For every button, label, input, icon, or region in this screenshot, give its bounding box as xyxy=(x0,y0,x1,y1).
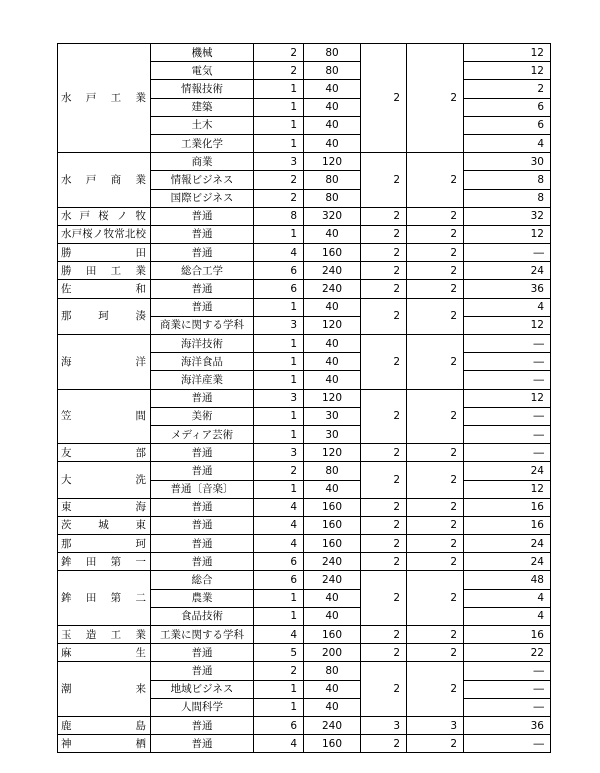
class-count-cell: 2 xyxy=(254,44,304,62)
table-row xyxy=(58,498,551,516)
capacity-cell: 80 xyxy=(304,462,361,480)
capacity-cell: 40 xyxy=(304,680,361,698)
value-cell: 2 xyxy=(407,298,464,334)
class-count-cell: 1 xyxy=(254,353,304,371)
value-cell: 2 xyxy=(361,244,407,262)
capacity-cell: 80 xyxy=(304,189,361,207)
course-name-cell: 食品技術 xyxy=(151,607,254,625)
capacity-cell: 40 xyxy=(304,116,361,134)
capacity-cell: 240 xyxy=(304,553,361,571)
class-count-cell: 1 xyxy=(254,480,304,498)
class-count-cell: 2 xyxy=(254,662,304,680)
class-count-cell: 1 xyxy=(254,607,304,625)
course-name-cell: 機械 xyxy=(151,44,254,62)
value-cell: 2 xyxy=(407,389,464,444)
table-row xyxy=(58,280,551,298)
class-count-cell: 1 xyxy=(254,298,304,316)
table-row xyxy=(58,444,551,462)
capacity-cell: 120 xyxy=(304,389,361,407)
quota-cell: 4 xyxy=(464,134,551,152)
course-name-cell: 普通 xyxy=(151,735,254,753)
value-cell: 2 xyxy=(407,44,464,153)
course-name-cell: 情報ビジネス xyxy=(151,171,254,189)
class-count-cell: 6 xyxy=(254,262,304,280)
school-name-cell: 東海 xyxy=(58,498,151,516)
class-count-cell: 3 xyxy=(254,316,304,334)
capacity-cell: 80 xyxy=(304,62,361,80)
value-cell: 3 xyxy=(361,716,407,734)
quota-cell: 8 xyxy=(464,189,551,207)
quota-cell: 32 xyxy=(464,207,551,225)
course-name-cell: 普通〔音楽〕 xyxy=(151,480,254,498)
course-name-cell: 普通 xyxy=(151,207,254,225)
quota-cell: 6 xyxy=(464,116,551,134)
value-cell: 2 xyxy=(407,244,464,262)
course-name-cell: 電気 xyxy=(151,62,254,80)
class-count-cell: 1 xyxy=(254,80,304,98)
table-row xyxy=(58,735,551,753)
course-name-cell: 海洋産業 xyxy=(151,371,254,389)
value-cell: 2 xyxy=(407,516,464,534)
table-row xyxy=(58,298,551,316)
class-count-cell: 3 xyxy=(254,444,304,462)
quota-cell: ― xyxy=(464,407,551,425)
value-cell: 2 xyxy=(407,553,464,571)
capacity-cell: 160 xyxy=(304,626,361,644)
capacity-cell: 160 xyxy=(304,516,361,534)
course-name-cell: 情報技術 xyxy=(151,80,254,98)
quota-cell: 4 xyxy=(464,607,551,625)
class-count-cell: 2 xyxy=(254,171,304,189)
class-count-cell: 4 xyxy=(254,516,304,534)
school-name-cell: 水戸桜ノ牧常北校 xyxy=(58,225,151,243)
value-cell: 2 xyxy=(407,626,464,644)
value-cell: 2 xyxy=(407,207,464,225)
class-count-cell: 6 xyxy=(254,571,304,589)
course-name-cell: 普通 xyxy=(151,516,254,534)
capacity-cell: 40 xyxy=(304,371,361,389)
value-cell: 2 xyxy=(361,498,407,516)
class-count-cell: 4 xyxy=(254,735,304,753)
class-count-cell: 4 xyxy=(254,244,304,262)
capacity-cell: 80 xyxy=(304,662,361,680)
class-count-cell: 6 xyxy=(254,716,304,734)
value-cell: 2 xyxy=(361,553,407,571)
course-name-cell: 普通 xyxy=(151,662,254,680)
capacity-cell: 240 xyxy=(304,716,361,734)
quota-cell: 22 xyxy=(464,644,551,662)
school-name-cell: 神栖 xyxy=(58,735,151,753)
value-cell: 2 xyxy=(361,735,407,753)
school-name-cell: 潮来 xyxy=(58,662,151,717)
class-count-cell: 6 xyxy=(254,280,304,298)
school-name-cell: 玉造工業 xyxy=(58,626,151,644)
quota-cell: 16 xyxy=(464,498,551,516)
value-cell: 2 xyxy=(361,335,407,390)
quota-cell: 24 xyxy=(464,262,551,280)
class-count-cell: 4 xyxy=(254,626,304,644)
quota-cell: 12 xyxy=(464,225,551,243)
capacity-cell: 120 xyxy=(304,444,361,462)
quota-cell: ― xyxy=(464,698,551,716)
course-name-cell: 農業 xyxy=(151,589,254,607)
value-cell: 2 xyxy=(361,644,407,662)
class-count-cell: 3 xyxy=(254,389,304,407)
capacity-cell: 40 xyxy=(304,335,361,353)
value-cell: 2 xyxy=(361,444,407,462)
table-row xyxy=(58,716,551,734)
quota-cell: 12 xyxy=(464,389,551,407)
course-name-cell: 普通 xyxy=(151,280,254,298)
capacity-cell: 40 xyxy=(304,80,361,98)
table-row xyxy=(58,516,551,534)
course-name-cell: 美術 xyxy=(151,407,254,425)
quota-cell: ― xyxy=(464,244,551,262)
value-cell: 2 xyxy=(361,535,407,553)
value-cell: 2 xyxy=(361,389,407,444)
school-name-cell: 麻生 xyxy=(58,644,151,662)
class-count-cell: 1 xyxy=(254,134,304,152)
course-name-cell: 海洋食品 xyxy=(151,353,254,371)
quota-cell: ― xyxy=(464,425,551,443)
course-name-cell: 国際ビジネス xyxy=(151,189,254,207)
quota-cell: 4 xyxy=(464,589,551,607)
value-cell: 2 xyxy=(361,153,407,208)
table-row xyxy=(58,462,551,480)
class-count-cell: 5 xyxy=(254,644,304,662)
school-name-cell: 茨城東 xyxy=(58,516,151,534)
course-name-cell: 海洋技術 xyxy=(151,335,254,353)
quota-cell: 12 xyxy=(464,316,551,334)
class-count-cell: 3 xyxy=(254,153,304,171)
capacity-cell: 200 xyxy=(304,644,361,662)
school-name-cell: 水戸商業 xyxy=(58,153,151,208)
capacity-cell: 240 xyxy=(304,571,361,589)
value-cell: 2 xyxy=(407,444,464,462)
quota-cell: 24 xyxy=(464,553,551,571)
value-cell: 2 xyxy=(361,516,407,534)
class-count-cell: 2 xyxy=(254,62,304,80)
class-count-cell: 8 xyxy=(254,207,304,225)
course-name-cell: 工業に関する学科 xyxy=(151,626,254,644)
course-name-cell: 人間科学 xyxy=(151,698,254,716)
value-cell: 2 xyxy=(407,225,464,243)
class-count-cell: 4 xyxy=(254,535,304,553)
school-name-cell: 鉾田第一 xyxy=(58,553,151,571)
quota-cell: 2 xyxy=(464,80,551,98)
course-name-cell: 普通 xyxy=(151,553,254,571)
capacity-cell: 320 xyxy=(304,207,361,225)
value-cell: 2 xyxy=(361,626,407,644)
quota-cell: 12 xyxy=(464,44,551,62)
school-name-cell: 鹿島 xyxy=(58,716,151,734)
value-cell: 2 xyxy=(407,735,464,753)
class-count-cell: 4 xyxy=(254,498,304,516)
class-count-cell: 1 xyxy=(254,407,304,425)
school-name-cell: 佐和 xyxy=(58,280,151,298)
value-cell: 2 xyxy=(361,207,407,225)
class-count-cell: 2 xyxy=(254,189,304,207)
value-cell: 2 xyxy=(361,225,407,243)
course-name-cell: 工業化学 xyxy=(151,134,254,152)
quota-cell: 8 xyxy=(464,171,551,189)
capacity-cell: 240 xyxy=(304,280,361,298)
course-name-cell: 普通 xyxy=(151,298,254,316)
class-count-cell: 6 xyxy=(254,553,304,571)
school-name-cell: 水戸工業 xyxy=(58,44,151,153)
value-cell: 2 xyxy=(407,644,464,662)
quota-cell: 48 xyxy=(464,571,551,589)
capacity-cell: 40 xyxy=(304,607,361,625)
capacity-cell: 30 xyxy=(304,407,361,425)
course-name-cell: 総合 xyxy=(151,571,254,589)
class-count-cell: 1 xyxy=(254,371,304,389)
quota-cell: 16 xyxy=(464,516,551,534)
quota-cell: 36 xyxy=(464,280,551,298)
capacity-cell: 160 xyxy=(304,244,361,262)
course-name-cell: 普通 xyxy=(151,244,254,262)
quota-cell: 6 xyxy=(464,98,551,116)
quota-cell: ― xyxy=(464,680,551,698)
quota-cell: ― xyxy=(464,335,551,353)
capacity-cell: 40 xyxy=(304,298,361,316)
table-row xyxy=(58,262,551,280)
quota-cell: 16 xyxy=(464,626,551,644)
capacity-cell: 160 xyxy=(304,498,361,516)
value-cell: 2 xyxy=(407,335,464,390)
course-name-cell: 建築 xyxy=(151,98,254,116)
quota-cell: 12 xyxy=(464,62,551,80)
course-name-cell: 普通 xyxy=(151,389,254,407)
capacity-cell: 120 xyxy=(304,153,361,171)
capacity-cell: 240 xyxy=(304,262,361,280)
quota-cell: ― xyxy=(464,444,551,462)
class-count-cell: 1 xyxy=(254,680,304,698)
school-name-cell: 笠間 xyxy=(58,389,151,444)
table-row xyxy=(58,662,551,680)
value-cell: 2 xyxy=(361,298,407,334)
class-count-cell: 1 xyxy=(254,589,304,607)
value-cell: 2 xyxy=(407,535,464,553)
quota-cell: ― xyxy=(464,353,551,371)
value-cell: 2 xyxy=(361,662,407,717)
course-name-cell: 普通 xyxy=(151,444,254,462)
value-cell: 2 xyxy=(407,462,464,498)
table-row xyxy=(58,244,551,262)
table-row xyxy=(58,225,551,243)
value-cell: 2 xyxy=(407,662,464,717)
value-cell: 2 xyxy=(407,280,464,298)
quota-cell: 30 xyxy=(464,153,551,171)
capacity-cell: 40 xyxy=(304,589,361,607)
school-name-cell: 大洗 xyxy=(58,462,151,498)
course-name-cell: 土木 xyxy=(151,116,254,134)
capacity-cell: 160 xyxy=(304,735,361,753)
quota-cell: ― xyxy=(464,735,551,753)
value-cell: 2 xyxy=(361,44,407,153)
school-name-cell: 水戸桜ノ牧 xyxy=(58,207,151,225)
table-body xyxy=(58,44,551,753)
value-cell: 2 xyxy=(407,571,464,626)
class-count-cell: 1 xyxy=(254,116,304,134)
class-count-cell: 1 xyxy=(254,335,304,353)
capacity-cell: 80 xyxy=(304,44,361,62)
school-name-cell: 勝田 xyxy=(58,244,151,262)
class-count-cell: 1 xyxy=(254,698,304,716)
course-name-cell: 普通 xyxy=(151,498,254,516)
capacity-cell: 120 xyxy=(304,316,361,334)
school-name-cell: 鉾田第二 xyxy=(58,571,151,626)
quota-cell: ― xyxy=(464,371,551,389)
quota-cell: 24 xyxy=(464,462,551,480)
quota-cell: ― xyxy=(464,662,551,680)
school-name-cell: 勝田工業 xyxy=(58,262,151,280)
capacity-cell: 30 xyxy=(304,425,361,443)
class-count-cell: 1 xyxy=(254,98,304,116)
table-row xyxy=(58,335,551,353)
capacity-cell: 40 xyxy=(304,134,361,152)
quota-cell: 12 xyxy=(464,480,551,498)
course-name-cell: メディア芸術 xyxy=(151,425,254,443)
capacity-cell: 40 xyxy=(304,98,361,116)
capacity-cell: 160 xyxy=(304,535,361,553)
table-row xyxy=(58,553,551,571)
table-row xyxy=(58,44,551,62)
course-name-cell: 普通 xyxy=(151,644,254,662)
capacity-cell: 40 xyxy=(304,225,361,243)
capacity-cell: 80 xyxy=(304,171,361,189)
school-quota-table xyxy=(57,43,551,753)
value-cell: 2 xyxy=(407,153,464,208)
value-cell: 2 xyxy=(407,262,464,280)
value-cell: 3 xyxy=(407,716,464,734)
table-row xyxy=(58,153,551,171)
table-row xyxy=(58,626,551,644)
value-cell: 2 xyxy=(361,280,407,298)
school-name-cell: 那珂湊 xyxy=(58,298,151,334)
class-count-cell: 2 xyxy=(254,462,304,480)
value-cell: 2 xyxy=(407,498,464,516)
table-row xyxy=(58,389,551,407)
table-row xyxy=(58,571,551,589)
table-row xyxy=(58,644,551,662)
class-count-cell: 1 xyxy=(254,225,304,243)
class-count-cell: 1 xyxy=(254,425,304,443)
capacity-cell: 40 xyxy=(304,480,361,498)
quota-cell: 24 xyxy=(464,535,551,553)
table-row xyxy=(58,207,551,225)
table-row xyxy=(58,535,551,553)
quota-cell: 36 xyxy=(464,716,551,734)
course-name-cell: 商業に関する学科 xyxy=(151,316,254,334)
value-cell: 2 xyxy=(361,262,407,280)
capacity-cell: 40 xyxy=(304,353,361,371)
school-name-cell: 海洋 xyxy=(58,335,151,390)
course-name-cell: 普通 xyxy=(151,535,254,553)
value-cell: 2 xyxy=(361,462,407,498)
capacity-cell: 40 xyxy=(304,698,361,716)
course-name-cell: 普通 xyxy=(151,716,254,734)
school-name-cell: 友部 xyxy=(58,444,151,462)
course-name-cell: 普通 xyxy=(151,225,254,243)
course-name-cell: 商業 xyxy=(151,153,254,171)
school-name-cell: 那珂 xyxy=(58,535,151,553)
quota-cell: 4 xyxy=(464,298,551,316)
course-name-cell: 地域ビジネス xyxy=(151,680,254,698)
value-cell: 2 xyxy=(361,571,407,626)
course-name-cell: 総合工学 xyxy=(151,262,254,280)
course-name-cell: 普通 xyxy=(151,462,254,480)
